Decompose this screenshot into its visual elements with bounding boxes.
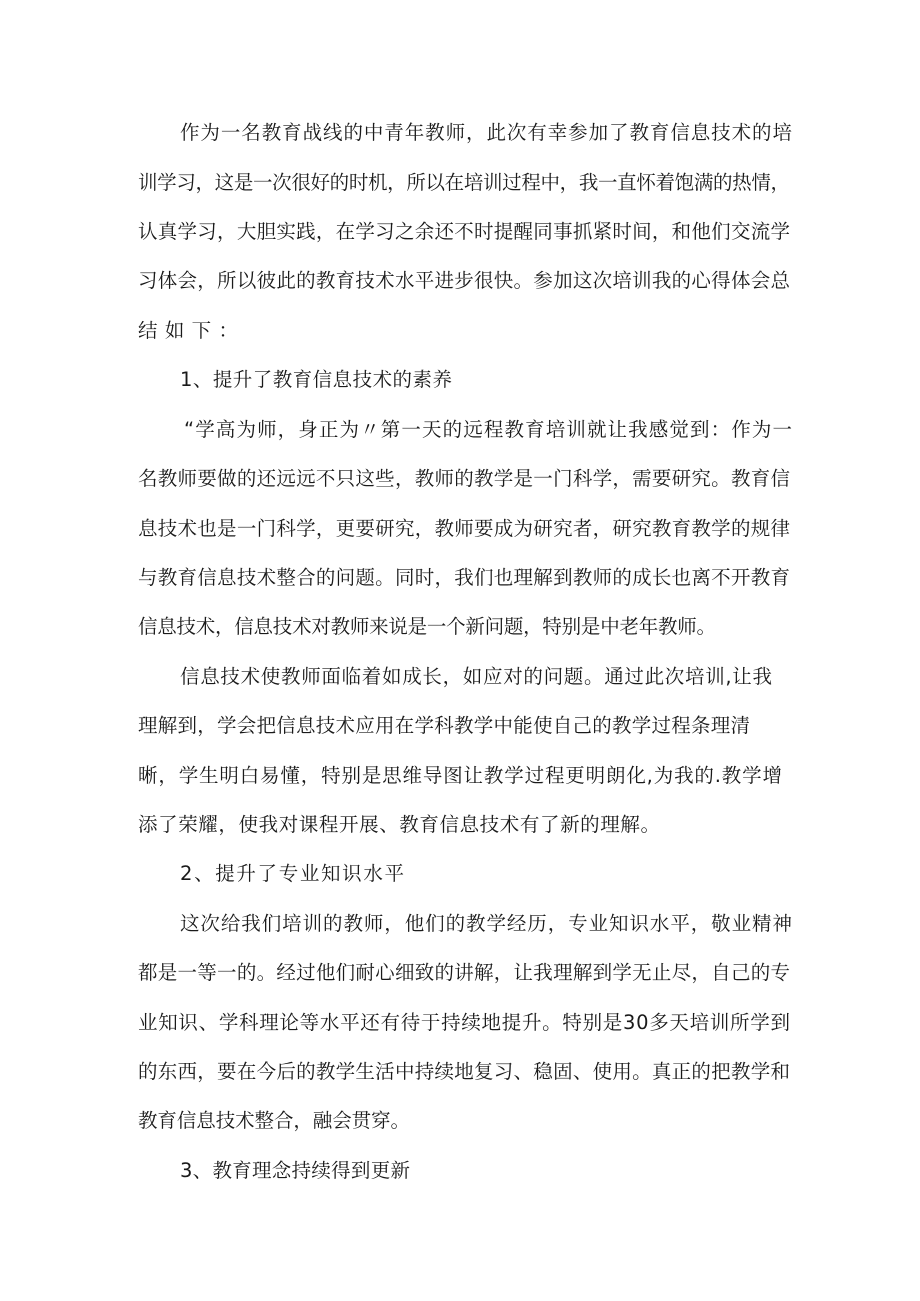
section-heading-3: 3、教育理念持续得到更新: [180, 1159, 411, 1182]
paragraph-4-line-3: 业知识、学科理论等水平还有待于持续地提升。特别是30多天培训所学到: [138, 1011, 791, 1034]
paragraph-1-line-1: 作为一名教育战线的中青年教师，此次有幸参加了教育信息技术的培: [180, 121, 793, 144]
paragraph-2-line-5: 信息技术，信息技术对教师来说是一个新问题，特别是中老年教师。: [138, 615, 716, 638]
paragraph-1-line-4: 习体会，所以彼此的教育技术水平进步很快。参加这次培训我的心得体会总: [138, 269, 791, 292]
paragraph-2-line-3: 息技术也是一门科学，更要研究，教师要成为研究者，研究教育教学的规律: [138, 517, 791, 540]
paragraph-1-line-3: 认真学习，大胆实践，在学习之余还不时提醒同事抓紧时间，和他们交流学: [138, 220, 791, 243]
paragraph-2-line-2: 名教师要做的还远远不只这些，教师的教学是一门科学，需要研究。教育信: [138, 467, 791, 490]
paragraph-1-line-5: 结如下：: [138, 319, 246, 342]
paragraph-2-line-1: “学高为师，身正为〃第一天的远程教育培训就让我感觉到：作为一: [184, 418, 794, 441]
section-heading-2: 2、提升了专业知识水平: [180, 862, 406, 885]
paragraph-4-line-5: 教育信息技术整合，融会贯穿。: [138, 1109, 410, 1132]
paragraph-3-line-4: 添了荣耀，使我对课程开展、教育信息技术有了新的理解。: [138, 813, 661, 836]
paragraph-4-line-2: 都是一等一的。经过他们耐心细致的讲解，让我理解到学无止尽，自己的专: [138, 961, 791, 984]
paragraph-2-line-4: 与教育信息技术整合的问题。同时，我们也理解到教师的成长也离不开教育: [138, 566, 791, 589]
paragraph-3-line-3: 晰，学生明白易懂，特别是思维导图让教学过程更明朗化,为我的.教学增: [138, 764, 783, 787]
paragraph-3-line-2: 理解到，学会把信息技术应用在学科教学中能使自己的教学过程条理清: [138, 714, 751, 737]
paragraph-4-line-4: 的东西，要在今后的教学生活中持续地复习、稳固、使用。真正的把教学和: [138, 1060, 791, 1083]
paragraph-4-line-1: 这次给我们培训的教师，他们的教学经历，专业知识水平，敬业精神: [180, 912, 793, 935]
section-heading-1: 1、提升了教育信息技术的素养: [180, 368, 453, 391]
paragraph-3-line-1: 信息技术使教师面临着如成长，如应对的问题。通过此次培训,让我: [180, 665, 773, 688]
paragraph-1-line-2: 训学习，这是一次很好的时机，所以在培训过程中，我一直怀着饱满的热情，: [138, 171, 790, 194]
